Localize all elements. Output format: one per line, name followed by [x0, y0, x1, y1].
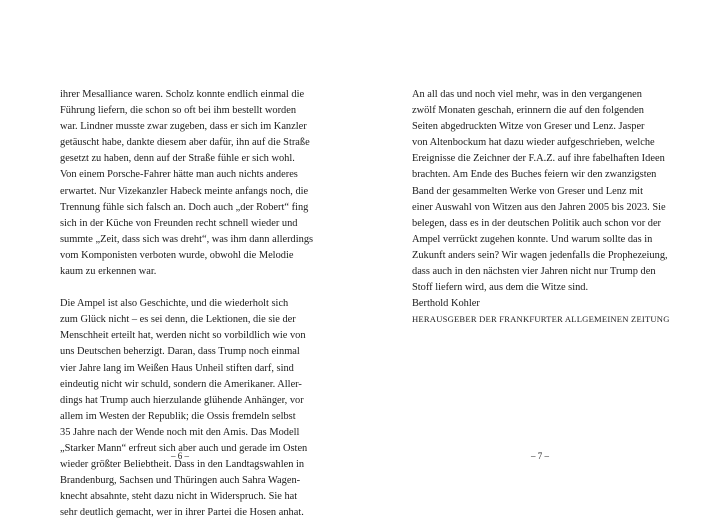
text-line: war. Lindner musste zwar zugeben, dass er sich im Kanzler	[60, 121, 307, 133]
text-line: „Starker Mann“ erfreut sich aber auch und gerade im Osten	[60, 442, 308, 454]
text-line: wieder größter Beliebtheit. Dass in den Landtagswahlen in	[60, 459, 305, 471]
text-line: knecht absahnte, steht dazu nicht in Widerspruch. Sie hat	[60, 491, 298, 503]
text-line: dings hat Trump auch hierzulande glühende Anhänger, vor	[60, 394, 304, 406]
text-line: dass auch in den nächsten vier Jahren nicht nur Trump den	[412, 266, 656, 278]
right-page	[360, 0, 720, 488]
text-line: eindeutig nicht wir schuld, sondern die Amerikaner. Aller-	[60, 378, 302, 390]
text-line: vom Komponisten verboten wurde, obwohl die Melodie	[60, 249, 294, 261]
text-line: von Altenbockum hat dazu wieder aufgeschrieben, welche	[412, 137, 655, 149]
text-line: Band der gesammelten Werke von Greser und Lenz mit	[412, 185, 643, 197]
text-line: 35 Jahre nach der Wende noch mit den Amis. Das Modell	[60, 426, 300, 438]
text-line: allem im Westen der Republik; die Ossis fremdeln selbst	[60, 410, 296, 422]
text-line: Stoff liefern wird, aus dem die Witze sind.	[412, 282, 589, 294]
left-page	[0, 0, 360, 519]
left-paragraph-2	[60, 296, 308, 521]
text-line: belegen, dass es in der deutschen Politik auch schon vor der	[412, 217, 662, 229]
page-number: – 7 –	[531, 451, 549, 461]
author-name: Berthold Kohler	[412, 298, 480, 310]
text-line: sich in der Küche von Freunden recht schnell wieder und	[60, 217, 298, 229]
text-line: vier Jahre lang im Weißen Haus Unheil stiften darf, sind	[60, 362, 294, 374]
text-line: zwölf Monaten geschah, erinnern die auf den folgenden	[412, 105, 644, 117]
text-line: kaum zu erkennen war.	[60, 266, 157, 278]
text-line: Ereignisse die Zeichner der F.A.Z. auf ihre fabelhaften Ideen	[412, 153, 665, 165]
text-line: Ampel verrückt zugehen konnte. Und warum sollte das in	[412, 233, 653, 245]
text-line: Zukunft anders sein? Wir wagen jedenfalls die Prophezeiung,	[412, 249, 668, 261]
text-line: Trennung fühle sich falsch an. Doch auch „der Robert“ fing	[60, 201, 309, 213]
text-line: Seiten abgedruckten Witze von Greser und Lenz. Jasper	[412, 121, 645, 133]
left-paragraph-1	[60, 87, 314, 280]
text-line: Die Ampel ist also Geschichte, und die wiederholt sich	[60, 298, 289, 310]
text-line: Menschheit erteilt hat, werden nicht so vorbildlich wie von	[60, 330, 306, 342]
right-paragraph-1	[412, 87, 668, 296]
text-line: gesetzt zu haben, denn auf der Straße fühle er sich wohl.	[60, 153, 295, 165]
text-line: uns Deutschen beherzigt. Daran, dass Trump noch einmal	[60, 346, 300, 358]
text-line: getäuscht habe, dankte diesem aber dafür, ihn auf die Straße	[60, 137, 310, 149]
text-line: Brandenburg, Sachsen und Thüringen auch Sahra Wagen-	[60, 475, 301, 487]
text-line: An all das und noch viel mehr, was in den vergangenen	[412, 89, 642, 100]
text-line: sehr deutlich gemacht, wer in ihrer Partei die Hosen anhat.	[60, 507, 304, 519]
author-role: HERAUSGEBER DER FRANKFURTER ALLGEMEINEN ZEITUNG	[412, 314, 670, 325]
paragraph-gap	[60, 280, 308, 296]
page-number: – 6 –	[171, 451, 189, 461]
text-line: summte „Zeit, dass sich was dreht“, was ihm dann allerdings	[60, 233, 314, 245]
text-line: zum Glück nicht – es sei denn, die Lektionen, die sie der	[60, 314, 296, 326]
text-line: erwartet. Nur Vizekanzler Habeck meinte anfangs noch, die	[60, 185, 309, 197]
text-line: Führung liefern, die schon so oft bei ihm bestellt worden	[60, 105, 297, 117]
text-line: ihrer Mesalliance waren. Scholz konnte endlich einmal die	[60, 89, 305, 100]
text-line: einer Auswahl von Witzen aus den Jahren 2005 bis 2023. Sie	[412, 201, 666, 213]
right-text-column	[412, 87, 670, 326]
text-line: brachten. Am Ende des Buches feiern wir den zwanzigsten	[412, 169, 657, 181]
text-line: Von einem Porsche-Fahrer hätte man auch nichts anderes	[60, 169, 298, 181]
